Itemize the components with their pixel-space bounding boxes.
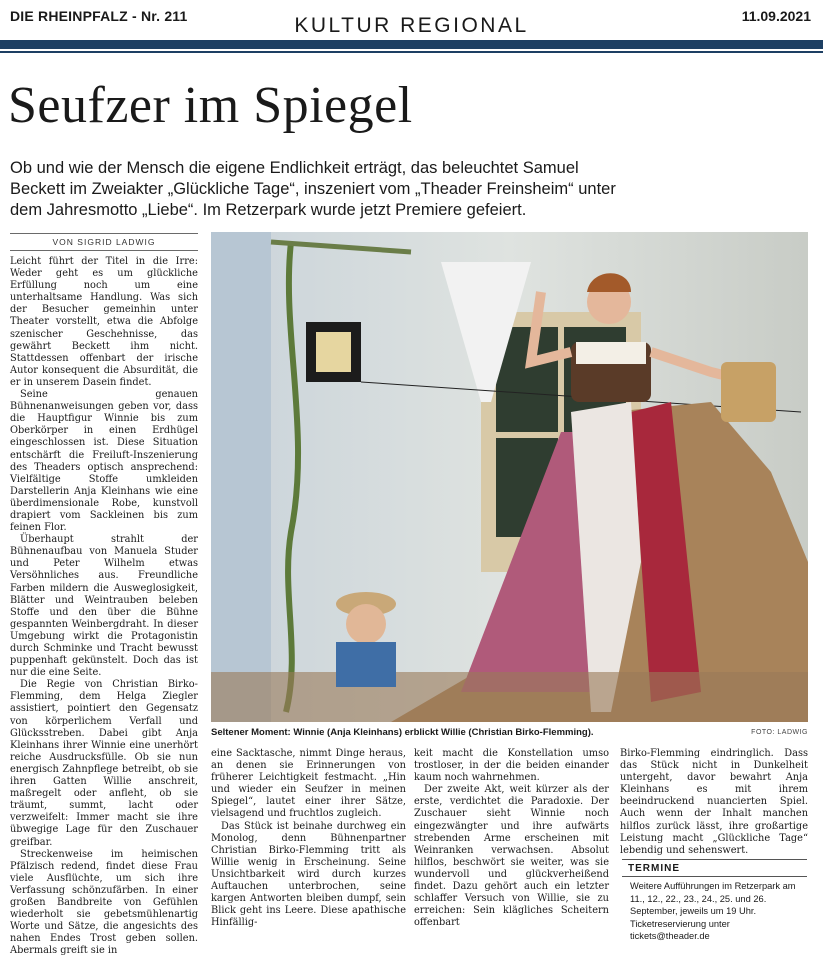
column-3 — [414, 748, 609, 929]
photo-credit: FOTO: LADWIG — [751, 729, 808, 736]
masthead-rule — [0, 40, 823, 49]
termine-rule-bottom — [622, 876, 807, 877]
issue-date: 11.09.2021 — [741, 8, 811, 24]
theater-photo — [211, 232, 808, 722]
byline-rule-bottom — [10, 250, 198, 251]
termine-rule-top — [622, 859, 807, 860]
paragraph: Leicht führt der Titel in die Irre: Weder geht es um glückliche Erfüllung noch um eine unterhaltsame Handlung. Was sich der Besucher gemeinhin unter Theater vorstellt, etwa die Abfolge szenischer Geschehnisse, das gewährt Beckett ihm nicht. Stattdessen offenbart der irische Autor konsequent die Absurdität, die er in unserem Dasein findet. — [10, 256, 198, 388]
paragraph: Birko-Flemming eindringlich. Dass das Stück nicht in Dunkelheit untergeht, davor bewahrt Anja Kleinhans es mit ihrem beeindruckend nuancierten Spiel. Auch wenn der Inhalt manchen hilflos zurück lässt, ihre großartige Leistung macht „Glückliche Tage“ lebendig und sehenswert. — [620, 748, 808, 856]
paragraph: Streckenweise im heimischen Pfälzisch redend, findet diese Frau viele Ausflüchte, um sich ihre Verfassung schönzufärben. In einer großen Bandbreite von Gefühlen wiederholt sie gebetsmühlenartig Worte und Sätze, die angesichts des nahen Endes Trost geben sollen. Abermals greift sie in — [10, 848, 198, 957]
paragraph: eine Sacktasche, nimmt Dinge heraus, an denen sie Erinnerungen von früherer Leichtigkeit festmacht. „Hin und wieder ein Seufzer in meinen Spiegel“, lautet einer ihrer Sätze, vielsagend und fruchtlos zugleich. — [211, 748, 406, 820]
column-4 — [620, 748, 808, 857]
paragraph: Seine genauen Bühnenanweisungen geben vor, dass die Hauptfigur Winnie bis zum Oberkörper in einen Erdhügel eingeschlossen ist. Diese Situation entschärft die Freiluft-Inszenierung des Theaders optisch ansprechend: Vielfältige Stoffe umkleiden Darstellerin Anja Kleinhans wie eine überdimensionale Robe, kunstvoll drapiert vom Sackleinen bis zum feinen Flor. — [10, 389, 198, 534]
termine-text: Weitere Aufführungen im Retzerpark am 11., 12., 22., 23., 24., 25. und 26. September, jeweils um 19 Uhr. Ticketreservierung unter tickets@theader.de — [630, 881, 796, 942]
paragraph: Der zweite Akt, weit kürzer als der erste, verdichtet die Paradoxie. Der Zuschauer sieht Winnie noch eingezwängter und ihre aufwärts strebenden Arme erscheinen mit Weinranken verwachsen. Absolut hilflos, beschwört sie weiter, was sie wundervoll und glückverheißend findet. Dazu gehört auch ein letzter schlaffer Versuch von Willie, sie zu erreichen: Sein klägliches Scheitern offenbart — [414, 784, 609, 929]
photo-illustration — [211, 232, 808, 722]
section-title: KULTUR REGIONAL — [294, 14, 529, 37]
paragraph: Überhaupt strahlt der Bühnenaufbau von Manuela Studer und Peter Wilhelm etwas Versöhnliches aus. Freundliche Farben mildern die Ausweglosigkeit, Blätter und Weintrauben beleben Stoffe und den über die Bühne gespannten Weinbergdraht. In dieser Umgebung wirkt die Protagonistin durch Schminke und Tracht bewusst puppenhaft gekünstelt. Doch das ist nur die eine Seite. — [10, 534, 198, 679]
paragraph: keit macht die Konstellation umso trostloser, in der die beiden einander kaum noch wahrnehmen. — [414, 748, 609, 784]
paragraph: Das Stück ist beinahe durchweg ein Monolog, denn Bühnenpartner Christian Birko-Flemming tritt als Willie wenig in Erscheinung. Seine Unsichtbarkeit wird durch kurzes Auftauchen unterbrochen, seine kargen Antworten bleiben dumpf, sein Blick geht ins Leere. Diese apathische Hinfällig- — [211, 820, 406, 929]
lead-paragraph: Ob und wie der Mensch die eigene Endlichkeit erträgt, das beleuchtet Samuel Beckett im Zweiakter „Glückliche Tage“, inszeniert vom „Theader Freinsheim“ unter dem Jahresmotto „Liebe“. Im Retzerpark wurde jetzt Premiere gefeiert. — [10, 159, 616, 219]
column-1 — [10, 256, 198, 957]
paragraph: Die Regie von Christian Birko-Flemming, dem Helga Ziegler assistiert, pointiert den Gegensatz von körperlichem Verfall und Glücksstreben. Dabei gibt Anja Kleinhans ihrer Winnie eine unerhört reiche Ausdrucksfülle. Ob sie nun energisch Zahnpflege betreibt, ob sie ihren Gatten Willie anschreit, maßregelt oder anfleht, ob sie träumt, summt, lacht oder verzweifelt: Immer macht sie ihre übwegige Lage für den Zuschauer greifbar. — [10, 679, 198, 848]
photo-caption: Seltener Moment: Winnie (Anja Kleinhans) erblickt Willie (Christian Birko-Flemming). — [211, 727, 594, 738]
column-2 — [211, 748, 406, 929]
newspaper-name: DIE RHEINPFALZ - Nr. 211 — [10, 8, 188, 24]
byline: VON SIGRID LADWIG — [52, 237, 156, 247]
byline-rule-top — [10, 233, 198, 234]
headline: Seufzer im Spiegel — [8, 77, 413, 134]
termine-heading: TERMINE — [628, 863, 680, 874]
masthead-rule-thin — [0, 51, 823, 53]
